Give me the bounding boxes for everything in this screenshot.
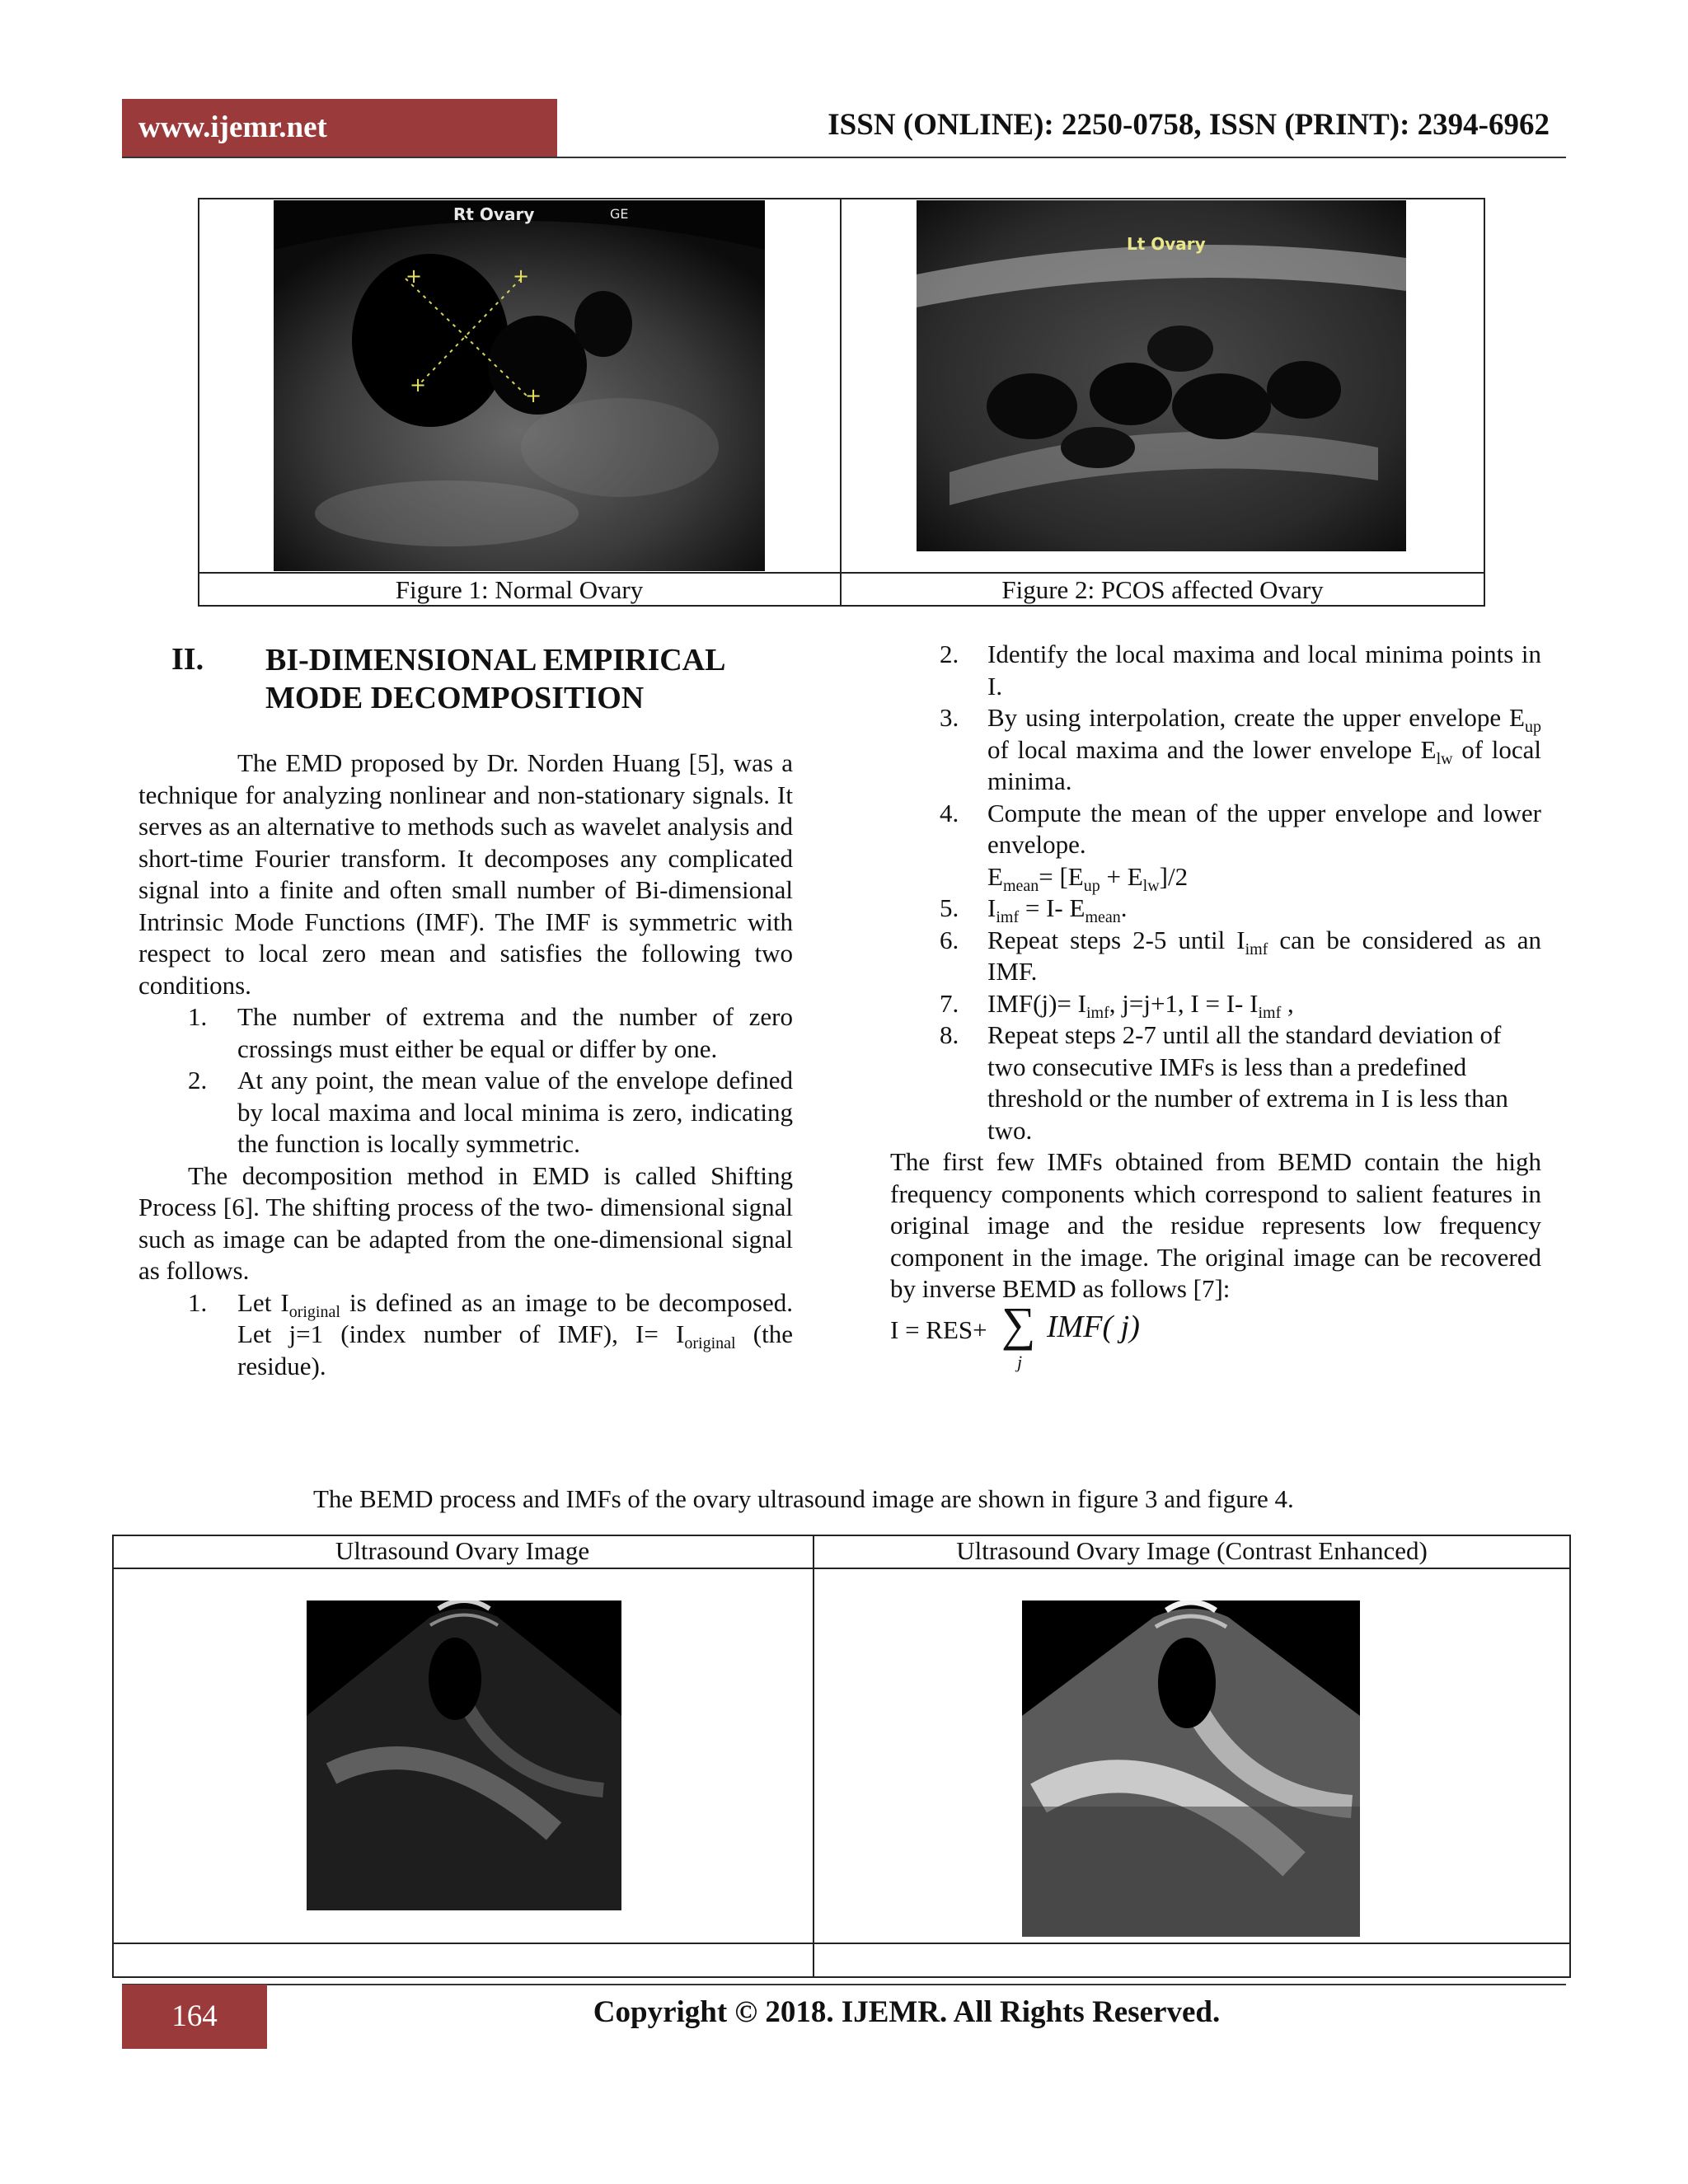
section-title	[265, 641, 793, 717]
header-rule	[122, 157, 1566, 158]
step-3: 3. By using interpolation, create the upper envelope $E_{up}$ of local maxima and the lower envelope $E_{lw}$ of local minima.	[940, 703, 1541, 795]
right-column	[890, 639, 1541, 1305]
step-6: 6. Repeat steps 2-5 until $I_{imf}$ can be considered as an IMF.	[940, 925, 1541, 986]
formula-rhs: IMF( j)	[1047, 1310, 1140, 1344]
copyright-footer: Copyright © 2018. IJEMR. All Rights Reserved.	[593, 1995, 1221, 2029]
section-number: II.	[171, 642, 204, 677]
pcos-ovary-ultrasound-image	[917, 200, 1406, 551]
section-title-line-2: MODE DECOMPOSITION	[265, 681, 645, 715]
figure-2-caption: Figure 2: PCOS affected Ovary	[1001, 575, 1324, 604]
svg-text:+: +	[410, 373, 427, 396]
step-7: 7. $IMF(j)= I_{imf}$, j=j+1, I = I- $I_{imf}$ ,	[940, 988, 1294, 1022]
formula-lhs: I = RES+	[890, 1315, 987, 1344]
formula-sum-index: j	[1017, 1352, 1023, 1372]
section-title-line-1: BI-DIMENSIONAL EMPIRICAL	[265, 643, 726, 677]
emd-intro-paragraph: The EMD proposed by Dr. Norden Huang [5], was a technique for analyzing nonlinear and non-stationary signals. It serves as an alternative to methods such as wavelet analysis and short-time Fourier transform. It decomposes any complicated signal into a finite and often small number of Bi-dimensional Intrinsic Mode Functions (IMF). The IMF is symmetric with respect to local zero mean and satisfies the following two conditions.	[138, 748, 793, 1000]
ultrasound-ovary-image	[307, 1601, 621, 1910]
step-4: 4. Compute the mean of the upper envelope and lower envelope. $E_{mean}= [E_{up} + E_{lw}]/2$	[940, 798, 1541, 895]
footer-rule	[122, 1984, 1566, 1985]
step-5: 5. $I_{imf} = I-$ $E_{mean}$.	[940, 893, 1128, 927]
formula-sum-symbol: ∑	[1001, 1297, 1036, 1351]
figure-table-top-divider	[840, 198, 842, 607]
svg-text:+: +	[513, 265, 530, 288]
figure-table-bottom-header-rule	[112, 1568, 1571, 1569]
rt-ovary-label: Rt Ovary	[453, 204, 535, 224]
contrast-enhanced-image-header: Ultrasound Ovary Image (Contrast Enhanced)	[956, 1536, 1428, 1565]
imf-condition-1: 1. The number of extrema and the number of zero crossings must either be equal or differ by one.	[188, 1002, 793, 1063]
figure-table-top-caption-rule	[198, 572, 1485, 574]
figure-table-bottom-divider	[813, 1535, 814, 1978]
bemd-recovery-paragraph: The first few IMFs obtained from BEMD contain the high frequency components which correspond to salient features in original image and the residue represents low frequency component in the image. The original image can be recovered by inverse BEMD as follows [7]:	[890, 1147, 1541, 1303]
step-1: 1. Let $I_{original}$ is defined as an image to be decomposed. Let j=1 (index number of IMF), $I= I_{original}$ (the residue).	[188, 1287, 793, 1380]
inverse-bemd-formula	[890, 1297, 1302, 1375]
left-column	[138, 748, 793, 1382]
normal-ovary-ultrasound-image	[274, 200, 765, 571]
svg-text:+: +	[406, 265, 423, 288]
lt-ovary-label: Lt Ovary	[1127, 234, 1206, 254]
step-8: 8. Repeat steps 2-7 until all the standard deviation of two consecutive IMFs is less than a predefined threshold or the number of extrema in I is less than two.	[940, 1020, 1508, 1145]
shifting-process-paragraph: The decomposition method in EMD is called Shifting Process [6]. The shifting process of the two- dimensional signal such as image can be adapted from the one-dimensional signal as follows.	[138, 1160, 793, 1285]
figure-table-bottom-footer-rule	[112, 1943, 1571, 1944]
step-2: 2. Identify the local maxima and local minima points in I.	[940, 640, 1541, 701]
figure-1-caption: Figure 1: Normal Ovary	[395, 575, 644, 604]
issn-header: ISSN (ONLINE): 2250-0758, ISSN (PRINT): 2394-6962	[828, 108, 1550, 142]
bemd-figures-intro: The BEMD process and IMFs of the ovary ultrasound image are shown in figure 3 and figure 4.	[313, 1484, 1294, 1513]
ge-logo-label: GE	[610, 206, 629, 222]
imf-condition-2: 2. At any point, the mean value of the envelope defined by local maxima and local minima is zero, indicating the function is locally symmetric.	[188, 1066, 793, 1158]
site-url-banner: www.ijemr.net	[122, 99, 557, 157]
svg-text:+: +	[525, 384, 542, 407]
contrast-enhanced-ultrasound-image	[1022, 1601, 1360, 1937]
ultrasound-image-header: Ultrasound Ovary Image	[335, 1536, 590, 1565]
page-number: 164	[122, 1985, 267, 2049]
